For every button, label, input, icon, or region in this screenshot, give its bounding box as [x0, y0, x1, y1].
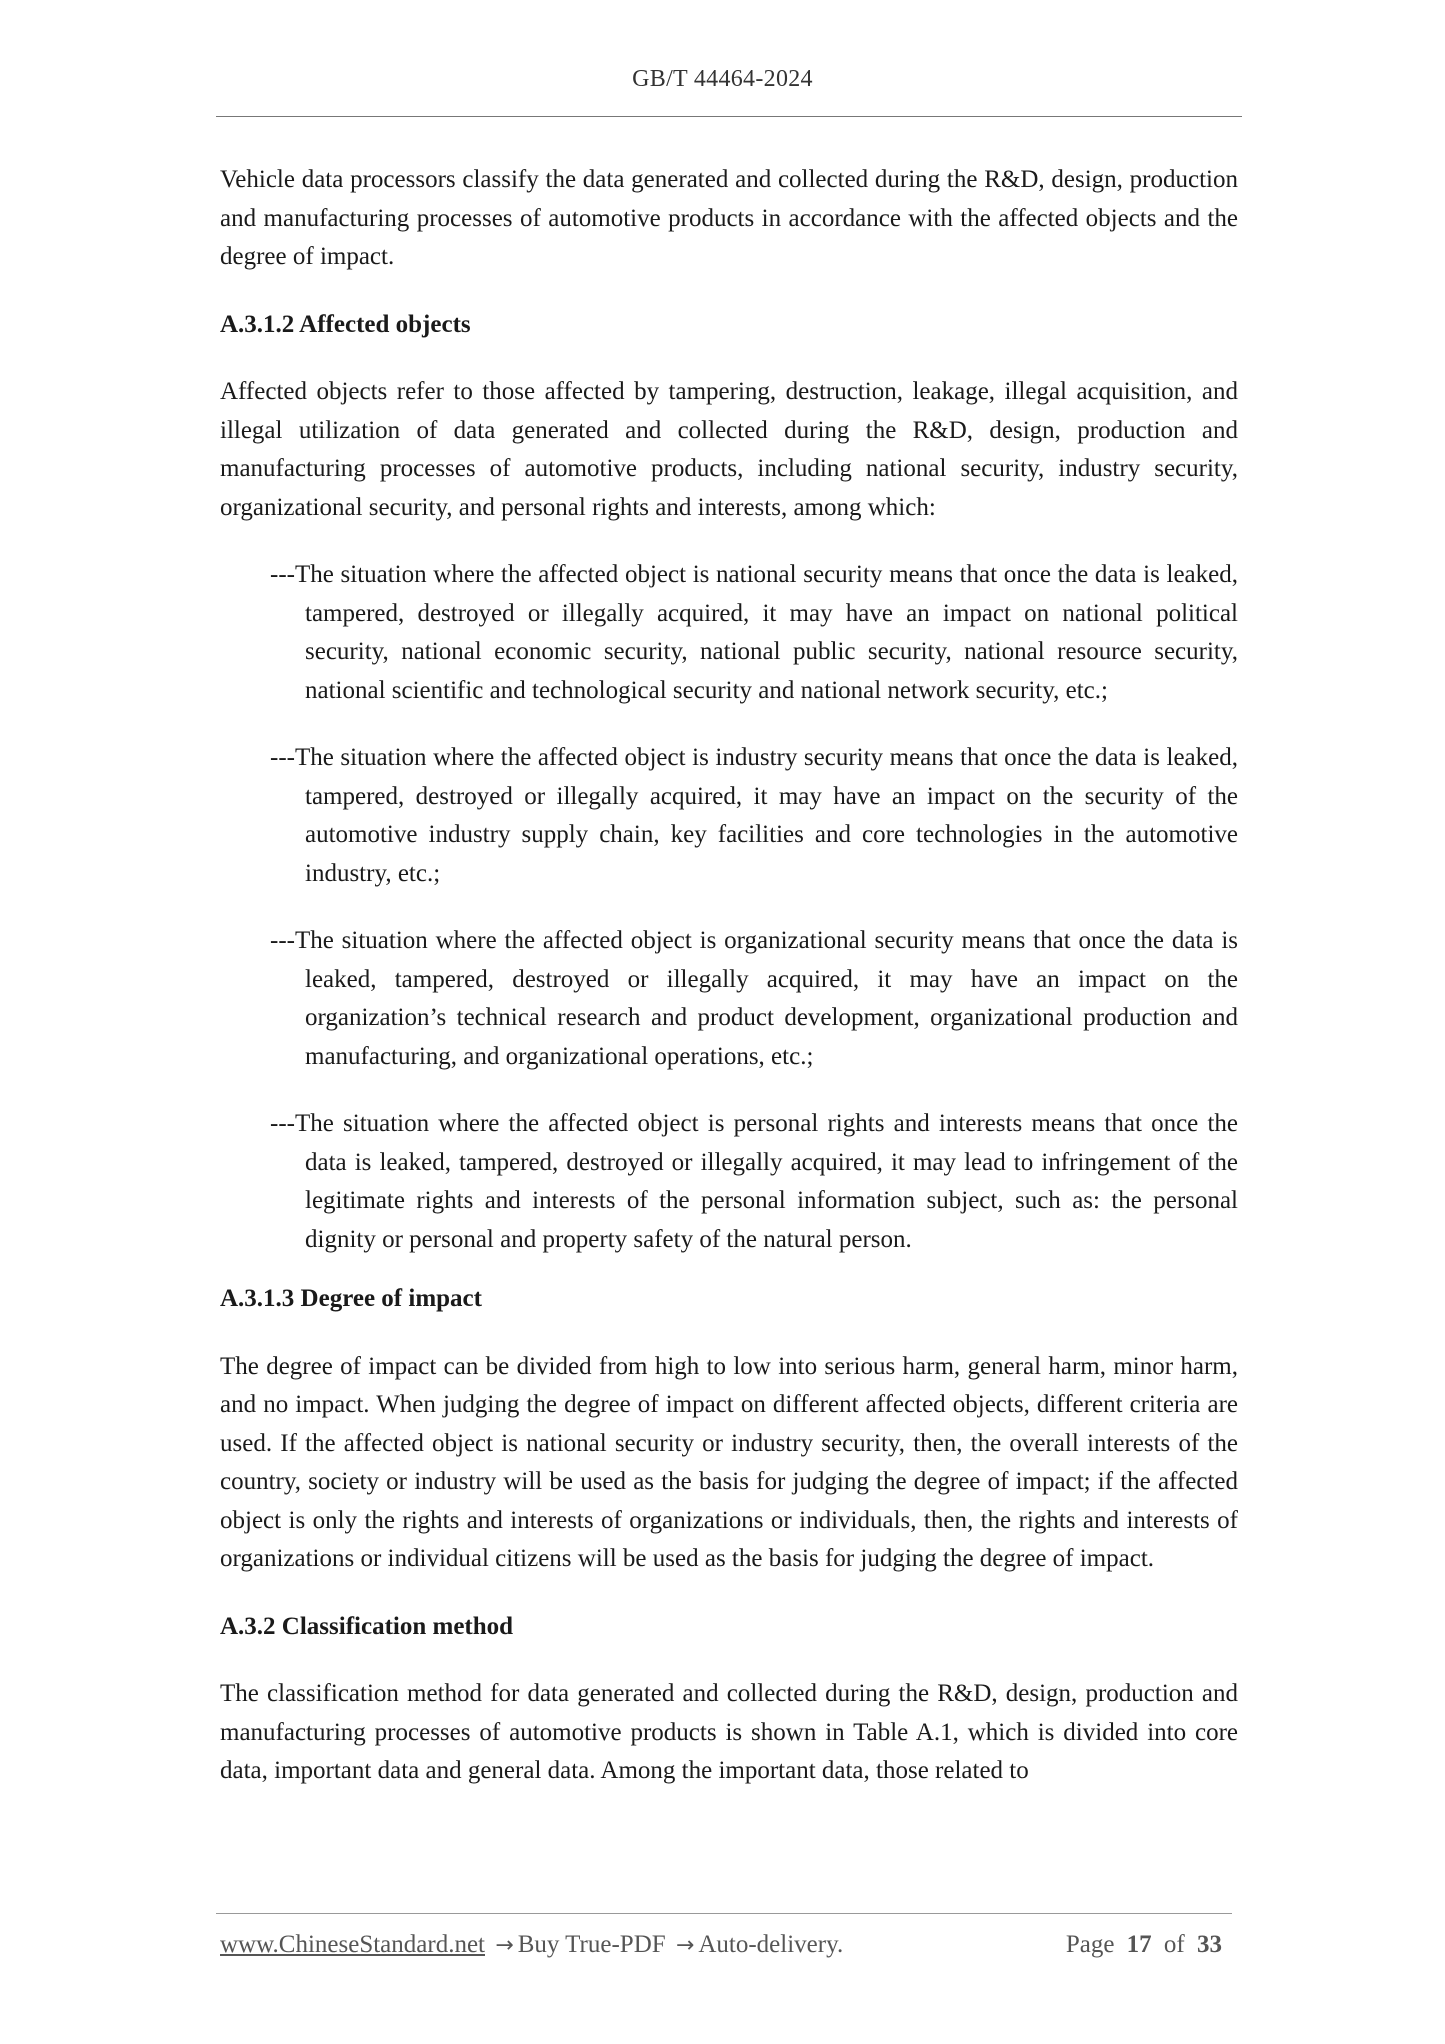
- auto-delivery-text: Auto-delivery.: [698, 1931, 844, 1958]
- footer-promo: [220, 1928, 843, 1963]
- document-code-header: GB/T 44464-2024: [632, 66, 813, 92]
- page-indicator: [1066, 1928, 1228, 1962]
- list-item-personal-rights: ---The situation where the affected object is personal rights and interests means that once the data is leaked, tampered, destroyed or illegally acquired, it may lead to infringement of the legitimate rights and interests of the personal information subject, such as: the personal dignity or personal and property safety of the natural person.: [270, 1110, 1238, 1253]
- page-content: [220, 161, 1238, 1820]
- current-page-number: 17: [1126, 1931, 1152, 1958]
- footer-divider: [216, 1913, 1232, 1914]
- section-heading-degree-of-impact: A.3.1.3 Degree of impact: [220, 1285, 482, 1312]
- section-heading-affected-objects: A.3.1.2 Affected objects: [220, 310, 471, 338]
- classification-method-paragraph: The classification method for data generated and collected during the R&D, design, production and manufacturing processes of automotive products is shown in Table A.1, which is divided into core data, important data and general data. Among the important data, those related to: [220, 1680, 1238, 1784]
- arrow-right-icon: →: [675, 1933, 695, 1958]
- section-heading-classification-method: A.3.2 Classification method: [220, 1612, 514, 1640]
- intro-paragraph: Vehicle data processors classify the data generated and collected during the R&D, design, production and manufacturing processes of automotive products in accordance with the affected objects and the degree of impact.: [220, 166, 1238, 270]
- page-label: Page: [1065, 1931, 1115, 1958]
- total-pages-number: 33: [1197, 1931, 1222, 1958]
- arrow-right-icon: →: [495, 1933, 514, 1958]
- list-item-organizational-security: ---The situation where the affected object is organizational security means that once the data is leaked, tampered, destroyed or illegally acquired, it may have an impact on the organization’s technical research and product development, organizational production and manufacturing, and organizational operations, etc.;: [270, 927, 1238, 1070]
- buy-true-pdf-text: Buy True-PDF: [517, 1931, 666, 1958]
- of-label: of: [1163, 1931, 1185, 1958]
- header-divider: [216, 116, 1242, 117]
- list-item-industry-security: ---The situation where the affected object is industry security means that once the data is leaked, tampered, destroyed or illegally acquired, it may have an impact on the security of the automotive industry supply chain, key facilities and core technologies in the automotive industry, etc.;: [270, 744, 1238, 887]
- degree-of-impact-paragraph: The degree of impact can be divided from high to low into serious harm, general harm, minor harm, and no impact. When judging the degree of impact on different affected objects, different criteria are used. If the affected object is national security or industry security, then, the overall interests of the country, society or industry will be used as the basis for judging the degree of impact; if the affected object is only the rights and interests of organizations or individuals, then, the rights and interests of organizations or individual citizens will be used as the basis for judging the degree of impact.: [220, 1352, 1238, 1572]
- website-link[interactable]: www.ChineseStandard.net: [220, 1931, 485, 1958]
- affected-objects-paragraph: Affected objects refer to those affected by tampering, destruction, leakage, illegal acquisition, and illegal utilization of data generated and collected during the R&D, design, production and manufacturing processes of automotive products, including national security, industry security, organizational security, and personal rights and interests, among which:: [220, 378, 1238, 521]
- list-item-national-security: ---The situation where the affected object is national security means that once the data is leaked, tampered, destroyed or illegally acquired, it may have an impact on national political security, national economic security, national public security, national resource security, national scientific and technological security and national network security, etc.;: [270, 561, 1238, 704]
